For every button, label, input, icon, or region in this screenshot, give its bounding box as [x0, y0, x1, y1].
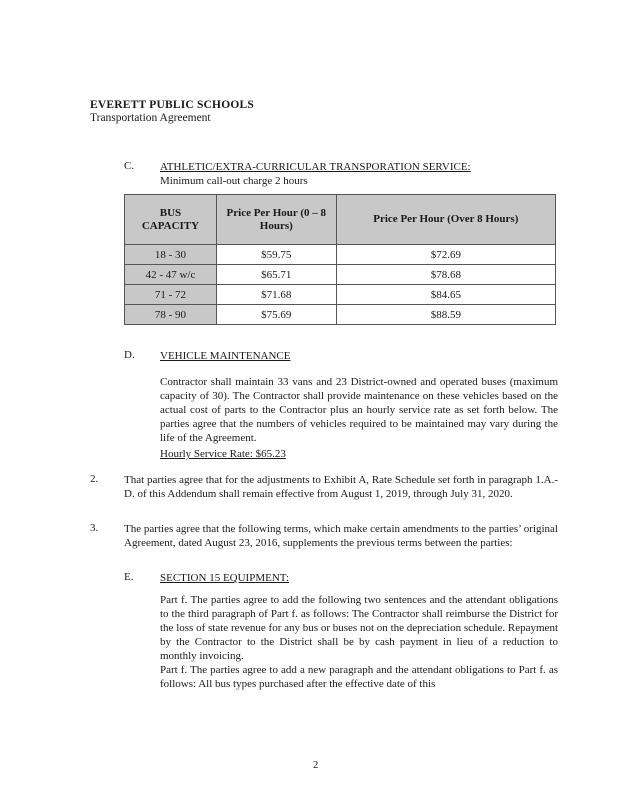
- section-d-body: Contractor shall maintain 33 vans and 23 District-owned and operated buses (maximum capacity of 30). The Contractor shall provide maintenance on these vehicles based on the actual cost of parts to the Contractor plus an hourly service rate as set forth below. The parties agree that the numbers of vehicles required to be maintained may vary during the life of the Agreement.: [160, 376, 558, 444]
- header-price-0-8: Price Per Hour (0 – 8 Hours): [216, 195, 336, 245]
- item-2-label: 2.: [90, 473, 99, 485]
- bus-capacity-cell: 78 - 90: [125, 305, 217, 325]
- header-price-over-8: Price Per Hour (Over 8 Hours): [336, 195, 555, 245]
- price-cell: $65.71: [216, 265, 336, 285]
- table-row: [125, 245, 556, 265]
- rate-table-header-row: [125, 195, 556, 245]
- document-subtitle: Transportation Agreement: [90, 112, 211, 124]
- price-cell: $88.59: [336, 305, 555, 325]
- price-cell: $84.65: [336, 285, 555, 305]
- bus-capacity-cell: 71 - 72: [125, 285, 217, 305]
- header-bus-capacity: BUS CAPACITY: [125, 195, 217, 245]
- section-e-para2: Part f. The parties agree to add a new paragraph and the attendant obligations to Part f. as follows: All bus types purchased after the effective date of this: [160, 664, 558, 690]
- organization-name: EVERETT PUBLIC SCHOOLS: [90, 99, 254, 111]
- section-d-label: D.: [124, 349, 135, 361]
- section-c: [160, 160, 471, 188]
- table-row: [125, 285, 556, 305]
- document-header: [90, 99, 254, 124]
- price-cell: $72.69: [336, 245, 555, 265]
- section-c-note: Minimum call-out charge 2 hours: [160, 175, 308, 187]
- price-cell: $59.75: [216, 245, 336, 265]
- bus-capacity-cell: 18 - 30: [125, 245, 217, 265]
- table-row: [125, 305, 556, 325]
- price-cell: $75.69: [216, 305, 336, 325]
- price-cell: $71.68: [216, 285, 336, 305]
- item-3-body: The parties agree that the following terms, which make certain amendments to the parties’ original Agreement, dated August 23, 2016, supplements the previous terms between the parties:: [124, 523, 558, 549]
- rate-table: [124, 194, 556, 325]
- section-e-title: SECTION 15 EQUIPMENT:: [160, 572, 290, 584]
- item-2-body: That parties agree that for the adjustments to Exhibit A, Rate Schedule set forth in paragraph 1.A.-D. of this Addendum shall remain effective from August 1, 2019, through July 31, 2020.: [124, 474, 558, 500]
- item-3-label: 3.: [90, 522, 99, 534]
- hourly-service-rate: Hourly Service Rate: $65.23: [160, 448, 286, 460]
- bus-capacity-cell: 42 - 47 w/c: [125, 265, 217, 285]
- section-e-label: E.: [124, 571, 134, 583]
- section-c-label: C.: [124, 160, 135, 172]
- section-e-para1: Part f. The parties agree to add the following two sentences and the attendant obligations to the third paragraph of Part f. as follows: The Contractor shall reimburse the District for the loss of state revenue for any bus or buses not on the depreciation schedule. Repayment by the Contractor to the District shall be by cash payment in lieu of a reduction to monthly invoicing.: [160, 594, 558, 662]
- section-d-title: VEHICLE MAINTENANCE: [160, 350, 291, 362]
- table-row: [125, 265, 556, 285]
- page-number: 2: [313, 760, 319, 771]
- price-cell: $78.68: [336, 265, 555, 285]
- section-c-title: ATHLETIC/EXTRA-CURRICULAR TRANSPORATION SERVICE:: [160, 161, 471, 173]
